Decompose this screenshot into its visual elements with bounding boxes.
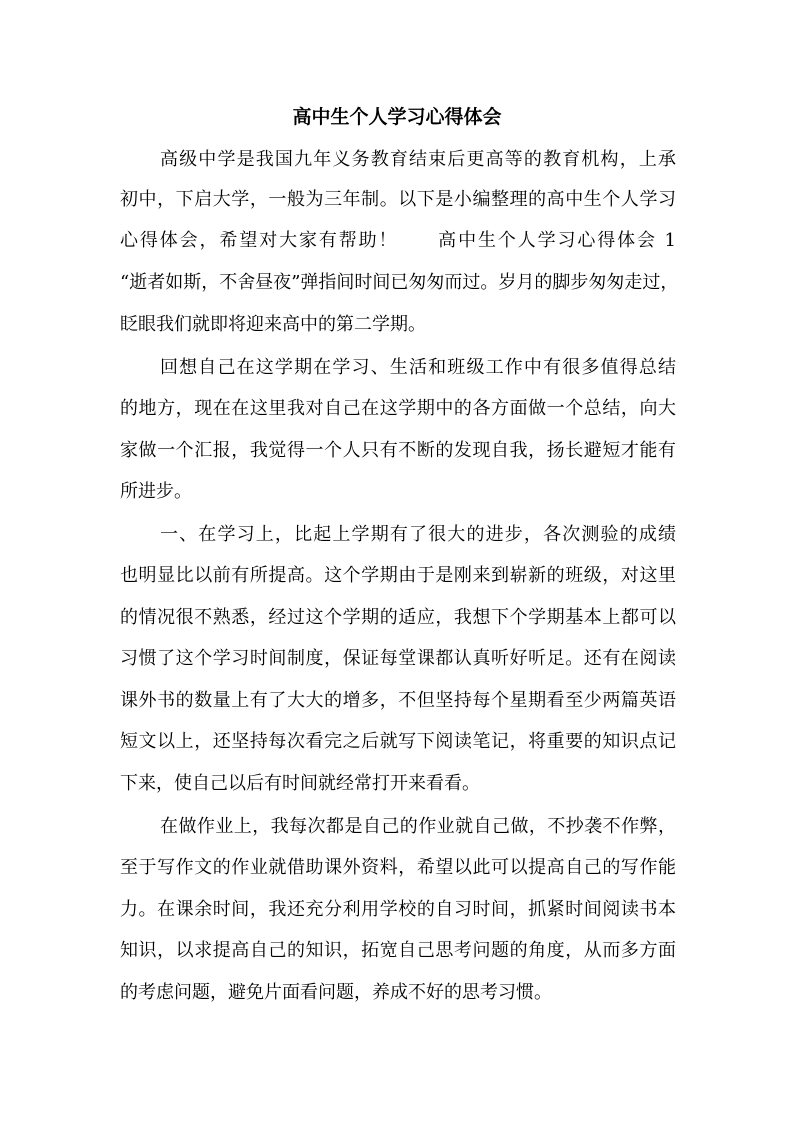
- text-line: 回想自己在这学期在学习、生活和班级工作中有很多值得总结: [160, 357, 676, 378]
- text-line: 心得体会，希望对大家有帮助！ 高中生个人学习心得体会 1: [120, 230, 676, 251]
- text-line: 一、在学习上，比起上学期有了很大的进步，各次测验的成绩: [160, 524, 676, 545]
- text-line: 下来，使自己以后有时间就经常打开来看看。: [120, 773, 480, 794]
- text-line: 的地方，现在在这里我对自己在这学期中的各方面做一个总结，向大: [120, 398, 676, 419]
- text-line: 眨眼我们就即将迎来高中的第二学期。: [120, 314, 426, 335]
- text-line: 课外书的数量上有了大大的增多，不但坚持每个星期看至少两篇英语: [120, 690, 676, 711]
- text-line: 至于写作文的作业就借助课外资料，希望以此可以提高自己的写作能: [120, 857, 676, 878]
- text-line: 知识，以求提高自己的知识，拓宽自己思考问题的角度，从而多方面: [120, 940, 676, 961]
- text-line: 在做作业上，我每次都是自己的作业就自己做，不抄袭不作弊，: [160, 816, 676, 837]
- text-line: 的情况很不熟悉，经过这个学期的适应，我想下个学期基本上都可以: [120, 607, 676, 628]
- text-line: 高级中学是我国九年义务教育结束后更高等的教育机构，上承: [160, 149, 676, 170]
- text-line: 的考虑问题，避免片面看问题，养成不好的思考习惯。: [120, 982, 552, 1003]
- text-line: 也明显比以前有所提高。这个学期由于是刚来到崭新的班级，对这里: [120, 565, 676, 586]
- text-line: 短文以上，还坚持每次看完之后就写下阅读笔记，将重要的知识点记: [120, 731, 676, 752]
- text-line: 家做一个汇报，我觉得一个人只有不断的发现自我，扬长避短才能有: [120, 440, 676, 461]
- text-line: 所进步。: [120, 481, 192, 502]
- text-line: 习惯了这个学习时间制度，保证每堂课都认真听好听足。还有在阅读: [120, 648, 676, 669]
- text-line: “逝者如斯，不舍昼夜”弹指间时间已匆匆而过。岁月的脚步匆匆走过，: [120, 272, 679, 293]
- text-line: 力。在课余时间，我还充分利用学校的自习时间，抓紧时间阅读书本: [120, 899, 676, 920]
- text-line: 初中，下启大学，一般为三年制。以下是小编整理的高中生个人学习: [120, 189, 676, 210]
- document-title: 高中生个人学习心得体会: [292, 106, 502, 128]
